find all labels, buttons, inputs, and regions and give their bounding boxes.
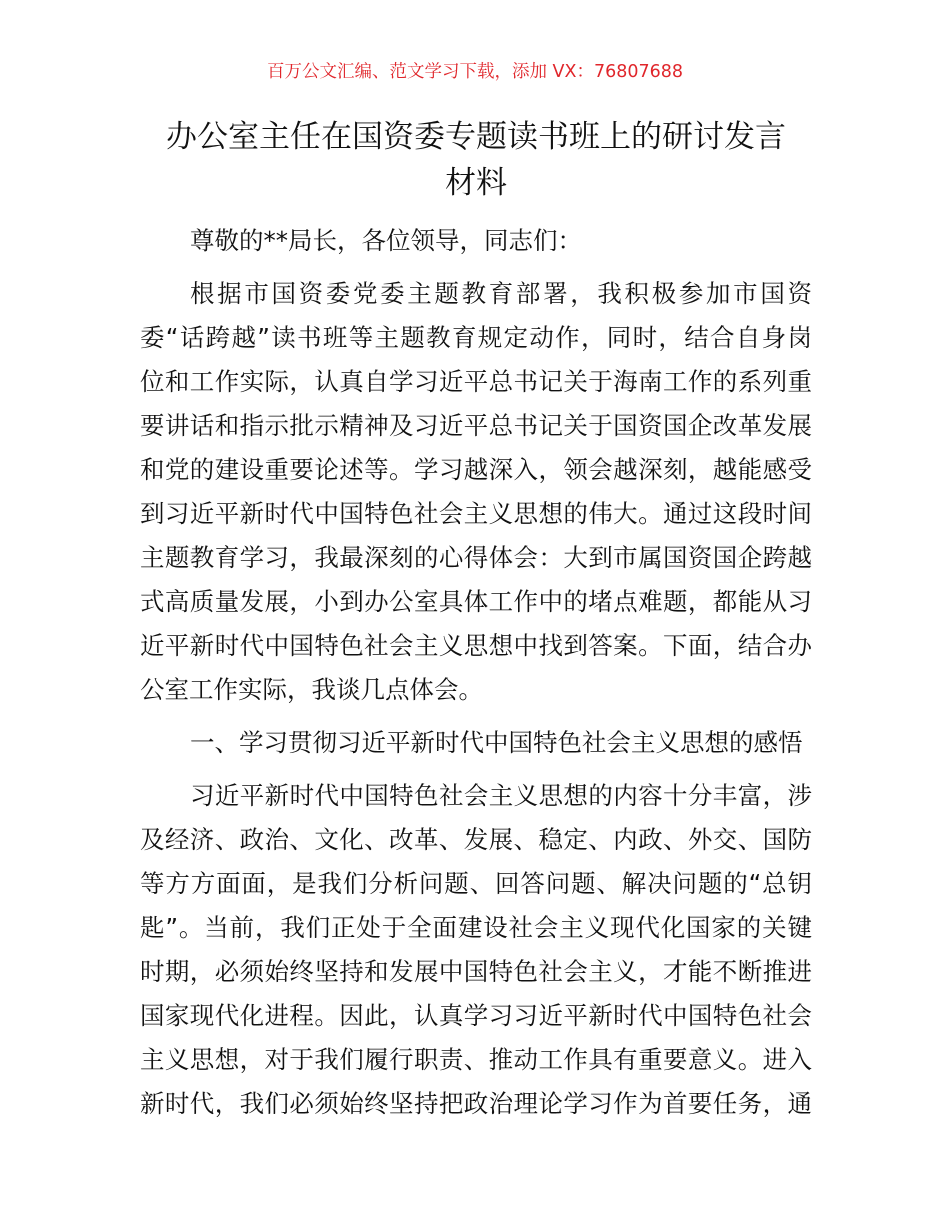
text-line: 根据市国资委党委主题教育部署，我积极参加市国资 [190,279,812,308]
text-line: 匙”。当前，我们正处于全面建设社会主义现代化国家的关键 [140,913,812,942]
paragraph-spacer [140,263,812,272]
text-line: 国家现代化进程。因此，认真学习习近平新时代中国特色社会 [140,1001,812,1030]
document-title-line: 材料 [445,165,507,201]
text-line: 到习近平新时代中国特色社会主义思想的伟大。通过这段时间 [140,499,812,528]
paragraph-spacer [140,712,812,721]
text-line: 主题教育学习，我最深刻的心得体会：大到市属国资国企跨越 [140,543,812,572]
document-title-line: 办公室主任在国资委专题读书班上的研讨发言 [166,119,786,155]
text-line: 要讲话和指示批示精神及习近平总书记关于国资国企改革发展 [140,411,812,440]
text-line: 及经济、政治、文化、改革、发展、稳定、内政、外交、国防 [140,825,812,854]
text-line: 近平新时代中国特色社会主义思想中找到答案。下面，结合办 [140,631,812,660]
text-line: 习近平新时代中国特色社会主义思想的内容十分丰富，涉 [190,781,812,810]
paragraph [140,774,812,1126]
text-line: 尊敬的**局长，各位领导，同志们： [190,226,582,255]
document-title [140,114,812,206]
text-line: 等方方面面，是我们分析问题、回答问题、解决问题的“总钥 [140,869,812,898]
paragraph-spacer [140,1126,812,1135]
watermark-banner: 百万公文汇编、范文学习下载，添加 VX：76807688 [266,62,684,82]
text-line: 委“话跨越”读书班等主题教育规定动作，同时，结合自身岗 [140,323,812,352]
text-line: 和党的建设重要论述等。学习越深入，领会越深刻，越能感受 [140,455,812,484]
text-line: 一、学习贯彻习近平新时代中国特色社会主义思想的感悟 [190,728,803,757]
section-heading [140,721,812,765]
text-line: 位和工作实际，认真自学习近平总书记关于海南工作的系列重 [140,367,812,396]
text-line: 新时代，我们必须始终坚持把政治理论学习作为首要任务，通 [140,1089,812,1118]
text-line: 公室工作实际，我谈几点体会。 [140,675,483,704]
text-line: 式高质量发展，小到办公室具体工作中的堵点难题，都能从习 [140,587,812,616]
text-line: 时期，必须始终坚持和发展中国特色社会主义，才能不断推进 [140,957,812,986]
paragraph-spacer [140,765,812,774]
document-body [140,219,812,1135]
text-line: 主义思想，对于我们履行职责、推动工作具有重要意义。进入 [140,1045,812,1074]
salutation [140,219,812,263]
paragraph [140,272,812,712]
